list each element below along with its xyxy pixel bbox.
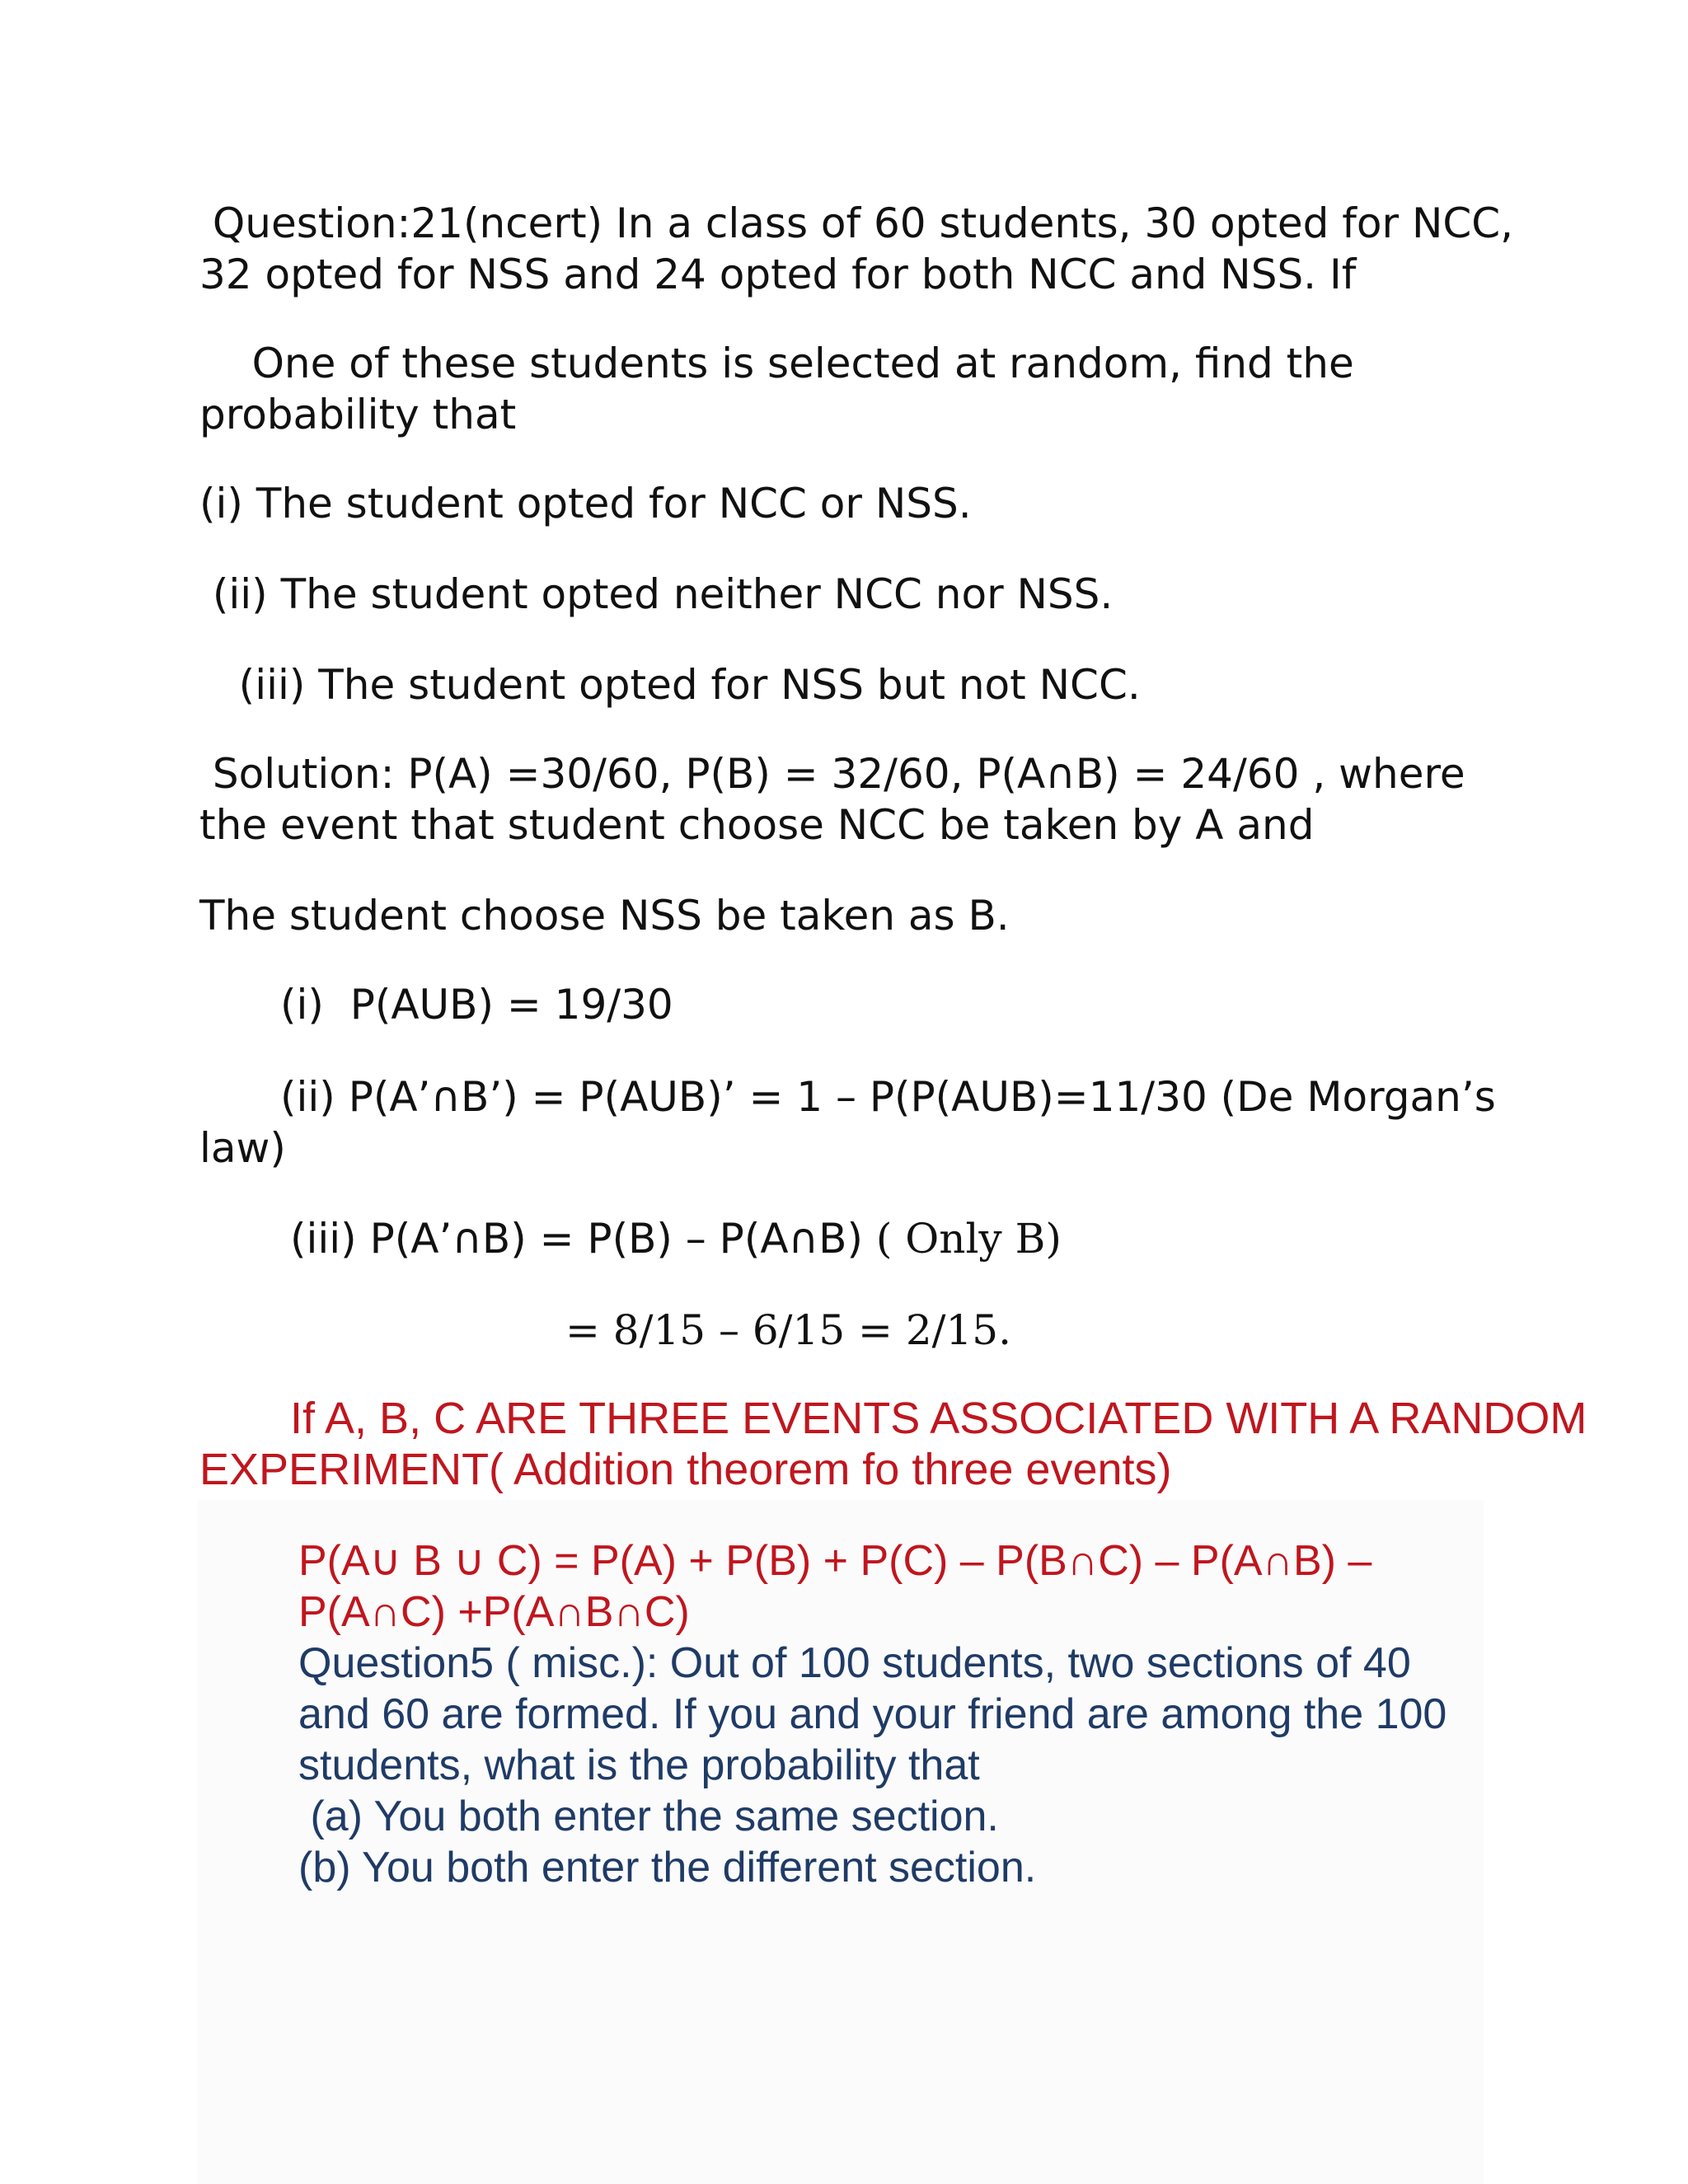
solution-line3: The student choose NSS be taken as B.	[199, 892, 1010, 940]
question5-line1: Question5 ( misc.): Out of 100 students, two sections of 40	[298, 1639, 1411, 1687]
question5-line3: students, what is the probability that	[298, 1741, 980, 1789]
question21-line2: 32 opted for NSS and 24 opted for both NCC and NSS. If	[199, 251, 1357, 298]
solution-answer-iii	[290, 1213, 1062, 1264]
question5-part-b: (b) You both enter the different section.	[298, 1844, 1037, 1891]
solution-answer-ii-line1: (ii) P(A’∩B’) = P(AUB)’ = 1 – P(P(AUB)=11/30 (De Morgan’s	[280, 1073, 1496, 1121]
answer-iii-expression: (iii) P(A’∩B) = P(B) – P(A∩B)	[290, 1215, 876, 1263]
question5-line2: and 60 are formed. If you and your friend are among the 100	[298, 1690, 1447, 1738]
question21-part-iii: (iii) The student opted for NSS but not NCC.	[199, 661, 1141, 709]
solution-line2: the event that student choose NCC be taken by A and	[199, 801, 1315, 849]
question21-part-ii: (ii) The student opted neither NCC nor NSS.	[199, 570, 1114, 618]
solution-line1: Solution: P(A) =30/60, P(B) = 32/60, P(A∩B) = 24/60 , where	[199, 750, 1465, 798]
question21-line1: Question:21(ncert) In a class of 60 students, 30 opted for NCC,	[199, 199, 1514, 247]
question21-part-i: (i) The student opted for NCC or NSS.	[199, 480, 972, 527]
theorem-heading-line1: If A, B, C ARE THREE EVENTS ASSOCIATED WITH A RANDOM	[290, 1394, 1587, 1443]
question21-line3: One of these students is selected at random, find the	[199, 340, 1354, 387]
question21-line4: probability that	[199, 391, 517, 438]
theorem-formula-line1: P(A∪ B ∪ C) = P(A) + P(B) + P(C) – P(B∩C) – P(A∩B) –	[298, 1537, 1372, 1585]
theorem-heading-line2: EXPERIMENT( Addition theorem fo three events)	[199, 1445, 1172, 1494]
solution-answer-ii-line2: law)	[199, 1124, 286, 1172]
question5-part-a: (a) You both enter the same section.	[298, 1793, 999, 1840]
solution-answer-i: (i) P(AUB) = 19/30	[280, 981, 673, 1029]
answer-iii-note: ( Only B)	[875, 1215, 1062, 1263]
theorem-formula-line2: P(A∩C) +P(A∩B∩C)	[298, 1588, 690, 1636]
solution-answer-iii-calculation: = 8/15 – 6/15 = 2/15.	[565, 1306, 1011, 1354]
